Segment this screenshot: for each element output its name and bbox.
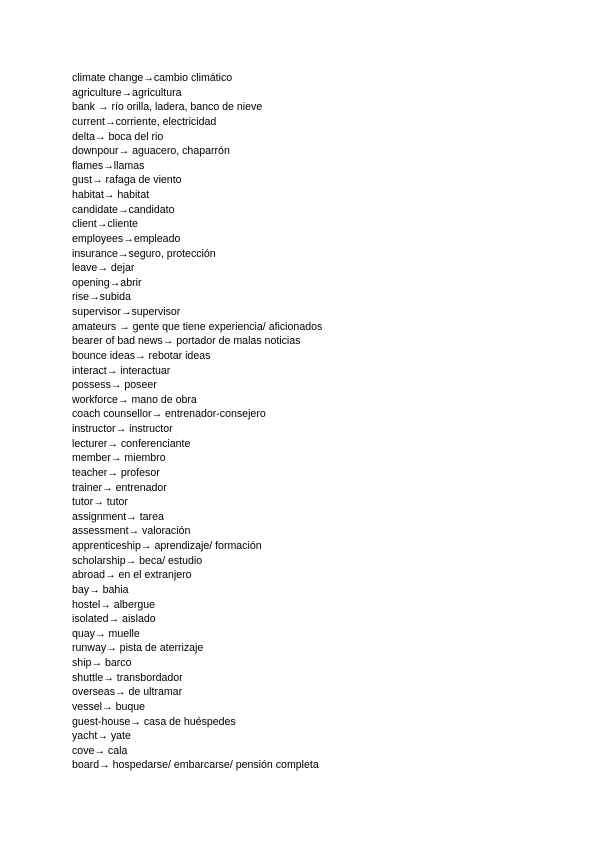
vocab-entry: lecturer→ conferenciante [72,437,191,450]
vocabulary-list [72,71,322,773]
vocab-entry: shuttle→ transbordador [72,671,183,684]
vocab-entry: flames→llamas [72,159,145,172]
vocab-entry: climate change→cambio climático [72,72,233,84]
vocab-entry: member→ miembro [72,452,166,465]
vocab-entry: supervisor→supervisor [72,306,181,318]
vocab-entry: assessment→ valoración [72,525,191,538]
vocab-entry: opening→abrir [72,276,142,289]
vocab-entry: board→ hospedarse/ embarcarse/ pensión completa [72,759,319,772]
vocab-entry: insurance→seguro, protección [72,247,216,260]
vocab-entry: workforce→ mano de obra [72,393,197,406]
vocab-entry: assignment→ tarea [72,510,164,523]
vocab-entry: bank → río orilla, ladera, banco de nieve [72,101,263,114]
vocab-entry: candidate→candidato [72,203,175,216]
vocab-entry: yacht→ yate [72,730,131,743]
vocab-entry: cove→ cala [72,744,128,757]
vocab-entry: guest-house→ casa de huéspedes [72,715,236,728]
vocab-entry: possess→ poseer [72,379,157,392]
vocab-entry: bounce ideas→ rebotar ideas [72,349,211,362]
vocab-entry: leave→ dejar [72,262,135,275]
vocab-entry: scholarship→ beca/ estudio [72,554,203,567]
vocab-entry: instructor→ instructor [72,423,173,435]
vocab-entry: runway→ pista de aterrizaje [72,642,204,655]
vocab-entry: employees→empleado [72,232,181,245]
vocab-entry: abroad→ en el extranjero [72,569,192,582]
vocab-entry: current→corriente, electricidad [72,115,217,128]
vocab-entry: tutor→ tutor [72,496,128,509]
vocab-entry: habitat→ habitat [72,189,150,201]
vocab-entry: client→cliente [72,218,138,231]
vocab-entry: isolated→ aislado [72,613,156,626]
vocab-entry: apprenticeship→ aprendizaje/ formación [72,540,262,552]
vocab-entry: vessel→ buque [72,700,146,713]
vocab-entry: interact→ interactuar [72,364,171,377]
vocab-entry: downpour→ aguacero, chaparrón [72,145,230,158]
vocab-entry: overseas→ de ultramar [72,686,183,699]
vocab-entry: gust→ rafaga de viento [72,174,182,187]
vocab-entry: rise→subida [72,291,131,304]
vocab-entry: bay→ bahia [72,583,129,596]
vocab-entry: ship→ barco [72,657,132,669]
vocab-entry: delta→ boca del rio [72,130,164,143]
vocab-entry: hostel→ albergue [72,598,156,611]
vocab-entry: coach counsellor→ entrenador-consejero [72,408,266,421]
vocab-entry: trainer→ entrenador [72,481,167,494]
vocab-entry: quay→ muelle [72,627,140,640]
vocab-entry: amateurs → gente que tiene experiencia/ aficionados [72,320,323,333]
vocab-entry: teacher→ profesor [72,466,160,479]
vocab-entry: bearer of bad news→ portador de malas noticias [72,335,301,348]
vocab-entry: agriculture→agricultura [72,86,182,99]
